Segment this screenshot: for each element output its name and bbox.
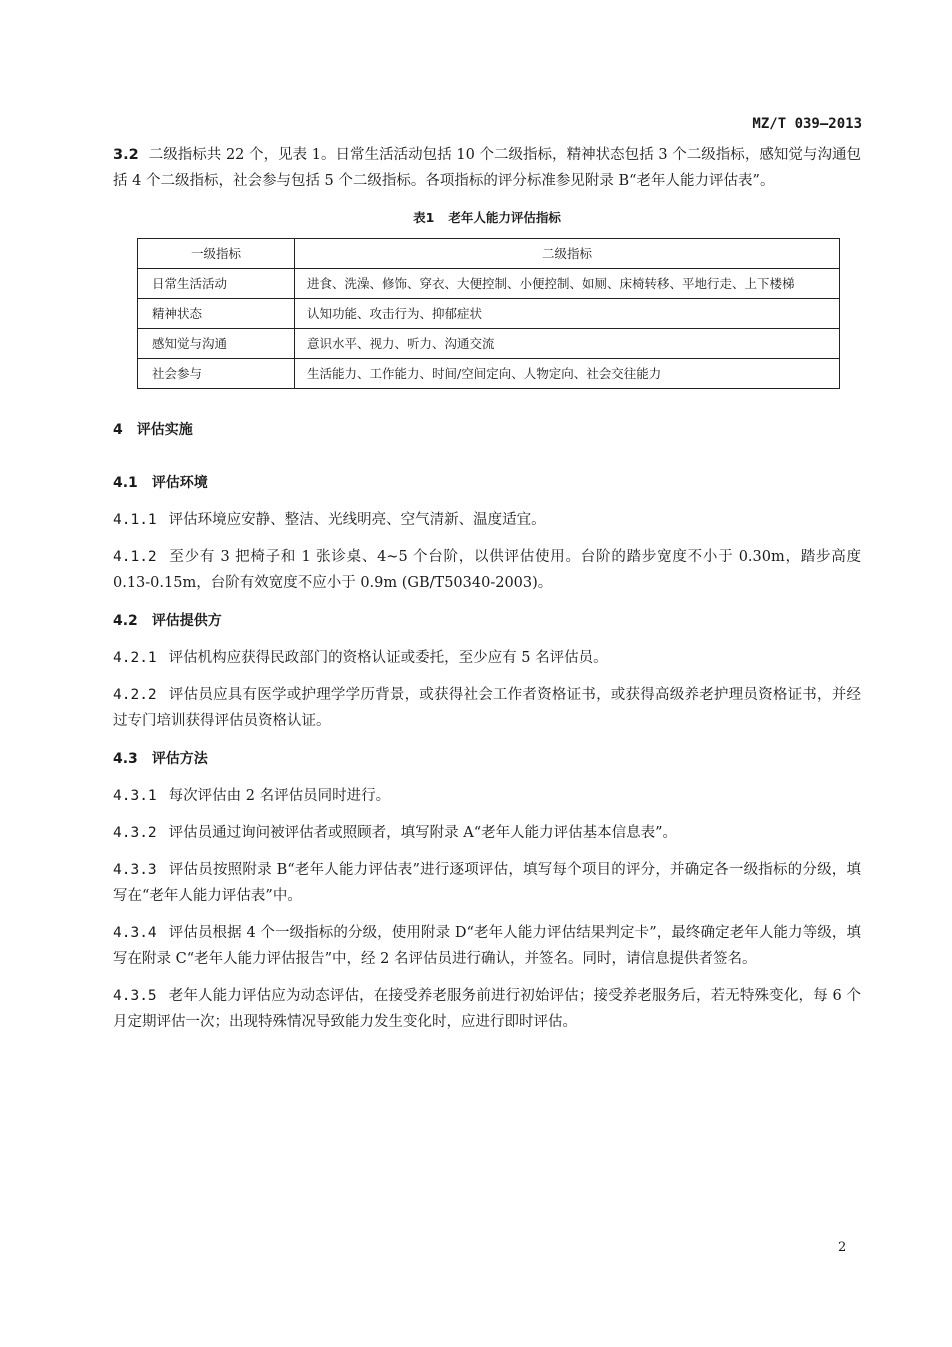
page-number: 2 — [838, 1240, 847, 1255]
clause-number: 4.3.3 — [113, 862, 157, 878]
indicator-table — [137, 238, 840, 389]
level1-cell: 精神状态 — [138, 299, 295, 329]
clause-text: 评估员应具有医学或护理学学历背景，或获得社会工作者资格证书，或获得高级养老护理员资格证书，并经过专门培训获得评估员资格认证。 — [113, 687, 861, 729]
table-row — [138, 269, 840, 299]
clause-number: 4.2.2 — [113, 687, 157, 703]
table-row — [138, 359, 840, 389]
clause-4-3-4 — [113, 920, 861, 972]
clause-number: 4.1.2 — [113, 549, 157, 565]
clause-number: 4.3.5 — [113, 988, 157, 1004]
clause-text: 至少有 3 把椅子和 1 张诊桌、4~5 个台阶，以供评估使用。台阶的踏步宽度不小于 0.30m，踏步高度 0.13-0.15m，台阶有效宽度不应小于 0.9m (GB/T50340-2003)。 — [113, 549, 861, 591]
clause-number: 3.2 — [113, 147, 139, 163]
clause-3-2 — [113, 142, 861, 194]
section-4-1-heading — [113, 472, 861, 492]
page-content — [113, 142, 861, 1035]
table-row — [138, 329, 840, 359]
heading-title: 评估实施 — [136, 422, 193, 438]
table-caption — [113, 208, 861, 226]
clause-text: 二级指标共 22 个，见表 1。日常生活活动包括 10 个二级指标，精神状态包括 3 个二级指标，感知觉与沟通包括 4 个二级指标，社会参与包括 5 个二级指标。各项指标的评分标准参见附录 B“老年人能力评估表”。 — [113, 147, 861, 189]
section-4-3-heading — [113, 748, 861, 768]
heading-number: 4.1 — [113, 475, 138, 491]
column-header-level1: 一级指标 — [138, 239, 295, 269]
level1-cell: 感知觉与沟通 — [138, 329, 295, 359]
clause-text: 每次评估由 2 名评估员同时进行。 — [168, 788, 391, 804]
clause-text: 评估机构应获得民政部门的资格认证或委托，至少应有 5 名评估员。 — [168, 650, 608, 666]
level1-cell: 日常生活活动 — [138, 269, 295, 299]
clause-4-3-5 — [113, 983, 861, 1035]
clause-text: 评估员按照附录 B“老年人能力评估表”进行逐项评估，填写每个项目的评分，并确定各一级指标的分级，填写在“老年人能力评估表”中。 — [113, 862, 861, 904]
clause-text: 评估员根据 4 个一级指标的分级，使用附录 D“老年人能力评估结果判定卡”，最终确定老年人能力等级，填写在附录 C“老年人能力评估报告”中，经 2 名评估员进行确认，并签名。同时，请信息提供者签名。 — [113, 925, 861, 967]
level2-cell: 进食、洗澡、修饰、穿衣、大便控制、小便控制、如厕、床椅转移、平地行走、上下楼梯 — [295, 269, 840, 299]
heading-title: 评估提供方 — [151, 613, 222, 629]
clause-number: 4.3.1 — [113, 788, 157, 804]
level2-cell: 生活能力、工作能力、时间/空间定向、人物定向、社会交往能力 — [295, 359, 840, 389]
clause-number: 4.1.1 — [113, 512, 157, 528]
level1-cell: 社会参与 — [138, 359, 295, 389]
clause-number: 4.2.1 — [113, 650, 157, 666]
heading-title: 评估方法 — [151, 751, 208, 767]
heading-number: 4.3 — [113, 751, 138, 767]
clause-4-3-1 — [113, 783, 861, 809]
clause-4-2-1 — [113, 645, 861, 671]
section-4-heading — [113, 419, 861, 439]
table-caption-number: 表1 — [413, 210, 435, 225]
clause-text: 评估环境应安静、整洁、光线明亮、空气清新、温度适宜。 — [168, 512, 546, 528]
clause-4-1-2 — [113, 544, 861, 596]
heading-number: 4.2 — [113, 613, 138, 629]
page-header — [0, 0, 952, 140]
table-row — [138, 299, 840, 329]
clause-number: 4.3.2 — [113, 825, 157, 841]
clause-4-3-3 — [113, 857, 861, 909]
table-caption-title: 老年人能力评估指标 — [448, 210, 561, 225]
section-4-2-heading — [113, 610, 861, 630]
standard-code: MZ/T 039—2013 — [752, 116, 862, 132]
level2-cell: 意识水平、视力、听力、沟通交流 — [295, 329, 840, 359]
clause-number: 4.3.4 — [113, 925, 157, 941]
clause-4-2-2 — [113, 682, 861, 734]
column-header-level2: 二级指标 — [295, 239, 840, 269]
clause-text: 评估员通过询问被评估者或照顾者，填写附录 A“老年人能力评估基本信息表”。 — [168, 825, 678, 841]
clause-4-3-2 — [113, 820, 861, 846]
heading-title: 评估环境 — [151, 475, 208, 491]
clause-text: 老年人能力评估应为动态评估，在接受养老服务前进行初始评估；接受养老服务后，若无特殊变化，每 6 个月定期评估一次；出现特殊情况导致能力发生变化时，应进行即时评估。 — [113, 988, 861, 1030]
heading-number: 4 — [113, 422, 123, 438]
clause-4-1-1 — [113, 507, 861, 533]
table-header-row — [138, 239, 840, 269]
level2-cell: 认知功能、攻击行为、抑郁症状 — [295, 299, 840, 329]
